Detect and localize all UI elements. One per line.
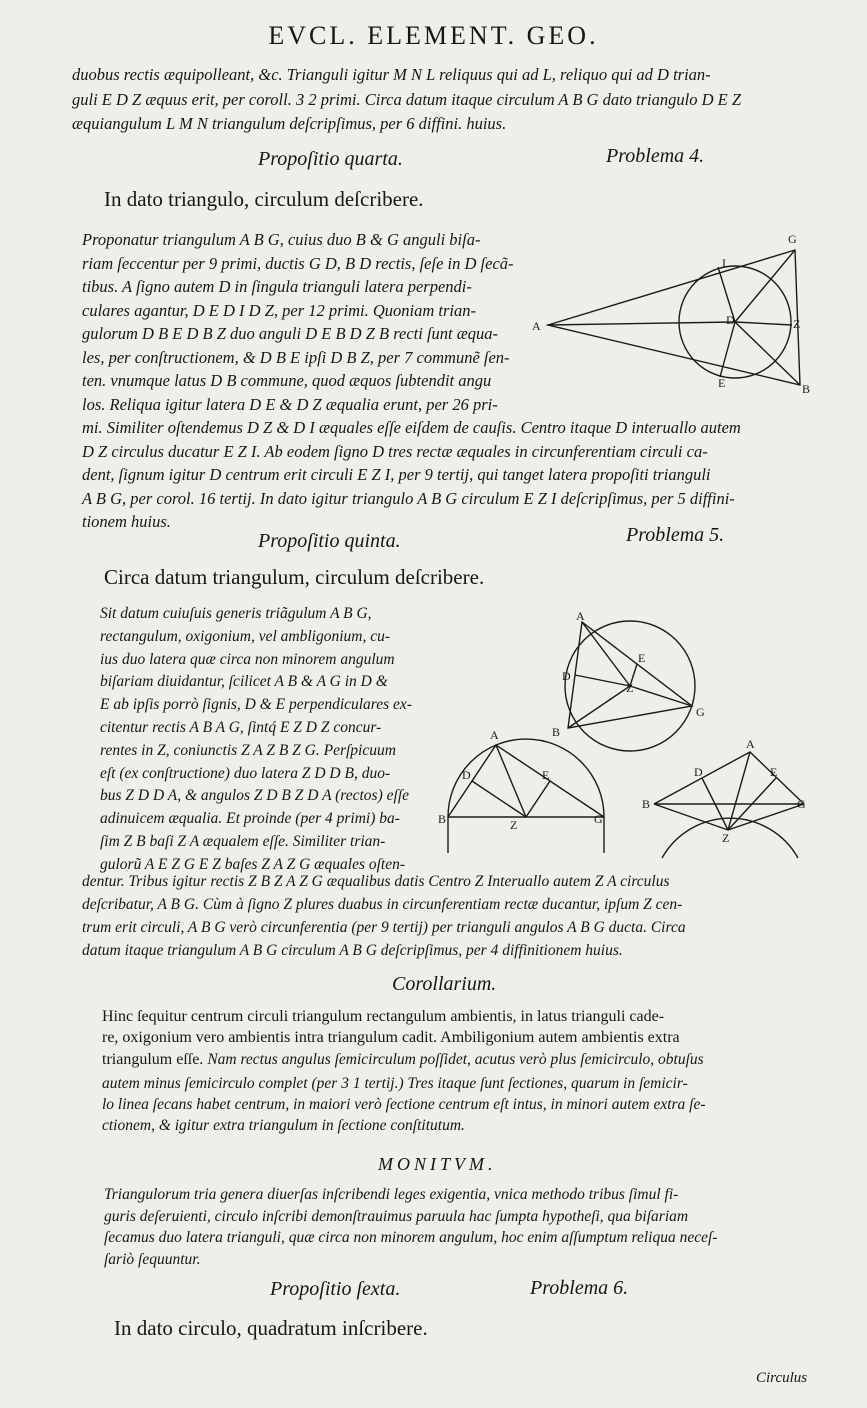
label-e: E (542, 768, 550, 782)
text-line: bus Z D D A, & angulos Z D B Z D A (rectos) eſſe (100, 787, 410, 805)
prop6-title: In dato circulo, quadratum inſcribere. (114, 1316, 428, 1340)
label-d: D (562, 669, 571, 683)
text-line: tionem huius. (82, 512, 171, 531)
text-line: ius duo latera quæ circa non minorem angulum (100, 650, 395, 668)
text-line: gulorũ A E Z G E Z baſes Z A Z G æquales oſten- (100, 855, 406, 873)
text-line: riam ſeccentur per 9 primi, ductis G D, B D rectis, ſeſe in D ſecã- (82, 253, 514, 273)
prop4-problem: Problema 4. (606, 145, 705, 167)
label-z: Z (722, 831, 730, 845)
label-a: A (746, 738, 755, 751)
text-line: ſim Z B baſi Z A æqualem eſſe. Similiter trian- (100, 832, 386, 850)
prop5-problem: Problema 5. (626, 524, 725, 546)
label-i: I (722, 256, 726, 270)
monitum-label: MONITVM. (378, 1154, 497, 1174)
bisector-gd (735, 250, 795, 322)
catchword: Circulus (756, 1370, 808, 1386)
text-line: re, oxigonium vero ambientis intra triangulum cadit. Ambiligonium autem ambientis extra (102, 1029, 680, 1046)
prop4-full-text (82, 416, 812, 534)
perpendicular-dz (735, 322, 792, 325)
label-z: Z (510, 818, 518, 832)
text-line: gulorum D B E D B Z duo anguli D E B D Z B recti ſunt æqua- (82, 324, 498, 343)
text-line: adinuicem æqualia. Et proinde (per 4 primi) ba- (100, 810, 400, 828)
text-line: mi. Similiter oſtendemus D Z & D I æquales eſſe eiſdem de cauſis. Centro itaque D interuallo autem (82, 418, 741, 437)
label-e: E (718, 376, 726, 390)
text-span: Nam rectus angulus ſemicirculum poſſidet, acutus verò plus ſemicirculo, obtuſus (207, 1051, 704, 1068)
label-g: G (788, 232, 797, 246)
corollary-text (102, 1006, 818, 1136)
label-z: Z (626, 681, 634, 695)
text-line: datum itaque triangulum A B G circulum A B G deſcripſimus, per 4 diffinitionem huius. (82, 942, 623, 959)
text-line: guli E D Z æquus erit, per coroll. 3 2 primi. Circa datum itaque circulum A B G dato triangulo D E Z (72, 89, 742, 109)
prop5-title: Circa datum triangulum, circulum deſcribere. (104, 565, 485, 589)
label-e: E (638, 651, 646, 665)
prop5-side-text (100, 603, 465, 877)
label-b: B (438, 812, 447, 826)
triangle-abg (548, 250, 800, 385)
radius-zg (630, 686, 692, 706)
label-g: G (696, 705, 705, 719)
label-b: B (552, 725, 561, 739)
text-line: les, per conſtructionem, & D B E ipſi D B Z, per 7 communẽ ſen- (82, 347, 510, 367)
text-line: Proponatur triangulum A B G, cuius duo B & G anguli biſa- (82, 230, 481, 249)
label-a: A (532, 319, 541, 333)
text-line: culares agantur, D E D I D Z, per 12 primi. Quoniam trian- (82, 300, 477, 320)
text-line: A B G, per corol. 16 tertij. In dato igitur triangulo A B G circulum E Z I deſcripſimus, per 5 diffini- (82, 488, 735, 508)
text-line: D Z circulus ducatur E Z I. Ab eodem ſigno D tres rectæ æquales in circunferentiam circuli ca- (82, 441, 708, 461)
sides-ab-ag (654, 752, 804, 804)
text-line: ctionem, & igitur extra triangulum in ſectione conſtitutum. (102, 1116, 465, 1134)
label-a: A (490, 728, 499, 742)
label-d: D (726, 313, 735, 327)
text-line: tibus. A ſigno autem D in ſingula trianguli latera perpendi- (82, 277, 472, 296)
text-line: æquiangulum L M N triangulum deſcripſimus, per 6 diffini. huius. (72, 114, 507, 133)
prop4-figure (530, 225, 830, 400)
label-g: G (797, 797, 806, 811)
prop4-side-text (82, 228, 552, 416)
label-z: Z (793, 317, 801, 331)
intro-paragraph (72, 63, 812, 137)
bisector-ad (548, 322, 735, 325)
text-line: ſecamus duo latera trianguli, quæ circa non minorem angulum, hoc enim aſſumptum reliqua neceſ- (104, 1229, 718, 1246)
text-line: citentur rectis A B A G, ſintq́ E Z D Z concur- (100, 718, 382, 736)
label-a: A (576, 609, 585, 623)
text-line: E ab ipſis porrò ſignis, D & E perpendiculares ex- (100, 696, 412, 714)
text-line: duobus rectis æquipolleant, &c. Trianguli igitur M N L reliquus qui ad L, reliquo qui ad D trian- (72, 65, 711, 84)
text-line: rentes in Z, coniunctis Z A Z B Z G. Perſpicuum (100, 741, 396, 759)
text-line: Sit datum cuiuſuis generis triãgulum A B G, (100, 605, 372, 622)
prop5-label: Propoſitio quinta. (258, 530, 401, 552)
label-e: E (770, 765, 778, 779)
text-line: Hinc ſequitur centrum circuli triangulum rectangulum ambientis, in latus trianguli cade- (102, 1008, 665, 1025)
text-line: deſcribatur, A B G. Cùm à ſigno Z plures duabus in circunferentiam rectæ ducantur, ipſum Z cen- (82, 896, 683, 913)
prop6-label: Propoſitio ſexta. (270, 1278, 401, 1300)
corollary-label: Corollarium. (392, 973, 497, 995)
monitum-text (104, 1184, 818, 1270)
text-line: dentur. Tribus igitur rectis Z B Z A Z G æqualibus datis Centro Z Interuallo autem Z A circulus (82, 873, 670, 890)
text-line: eſt (ex conſtructione) duo latera Z D D B, duo- (100, 764, 391, 782)
label-d: D (462, 768, 471, 782)
text-line: trum erit circuli, A B G verò circunferentia (per 9 tertij) per trianguli angulos A B G ducta. Circa (82, 919, 686, 936)
label-b: B (802, 382, 811, 396)
text-line (102, 1048, 818, 1073)
text-line: los. Reliqua igitur latera D E & D Z æqualia erunt, per 26 pri- (82, 394, 498, 414)
prop5-full-text (82, 870, 814, 962)
label-g: G (594, 812, 603, 826)
text-span: triangulum eſſe. (102, 1051, 204, 1068)
text-line: Triangulorum tria genera diuerſas inſcribendi leges exigentia, vnica methodo tribus ſimul fi- (104, 1186, 679, 1203)
prop6-problem: Problema 6. (530, 1277, 629, 1299)
prop5-figure-right (438, 725, 613, 860)
semicircle (448, 739, 604, 853)
text-line: dent, ſignum igitur D centrum erit circuli E Z I, per 9 tertij, qui tanget latera propoſiti trianguli (82, 465, 711, 484)
label-d: D (694, 765, 703, 779)
label-b: B (642, 797, 651, 811)
text-line: autem minus ſemicirculo complet (per 3 1 tertij.) Tres itaque ſunt ſectiones, quarum in ſemicir- (102, 1074, 688, 1092)
text-line: guris deſeruienti, circulo inſcribi demonſtrauimus paruula hac ſumpta hypotheſi, qua biſariam (104, 1207, 689, 1225)
perpendicular-ze (526, 781, 550, 817)
text-line: lo linea ſecans habet centrum, in maiori verò ſectione centrum eſt intus, in minori autem extra ſe- (102, 1095, 706, 1113)
text-line: ſariò ſequuntur. (104, 1250, 201, 1268)
radius-zb (568, 686, 630, 728)
prop5-figure-obtuse (642, 738, 817, 868)
prop4-label: Propoſitio quarta. (258, 148, 403, 170)
running-header: EVCL. ELEMENT. GEO. (268, 21, 599, 50)
text-line: rectangulum, oxigonium, vel ambligonium, cu- (100, 627, 390, 645)
sides-ab-ag (448, 745, 604, 817)
text-line: biſariam diuidantur, ſcilicet A B & A G in D & (100, 673, 388, 691)
text-line: ten. vnumque latus D B commune, quod æquos ſubtendit angu (82, 371, 492, 390)
perpendicular-zd (575, 675, 630, 686)
prop4-title: In dato triangulo, circulum deſcribere. (104, 187, 424, 211)
